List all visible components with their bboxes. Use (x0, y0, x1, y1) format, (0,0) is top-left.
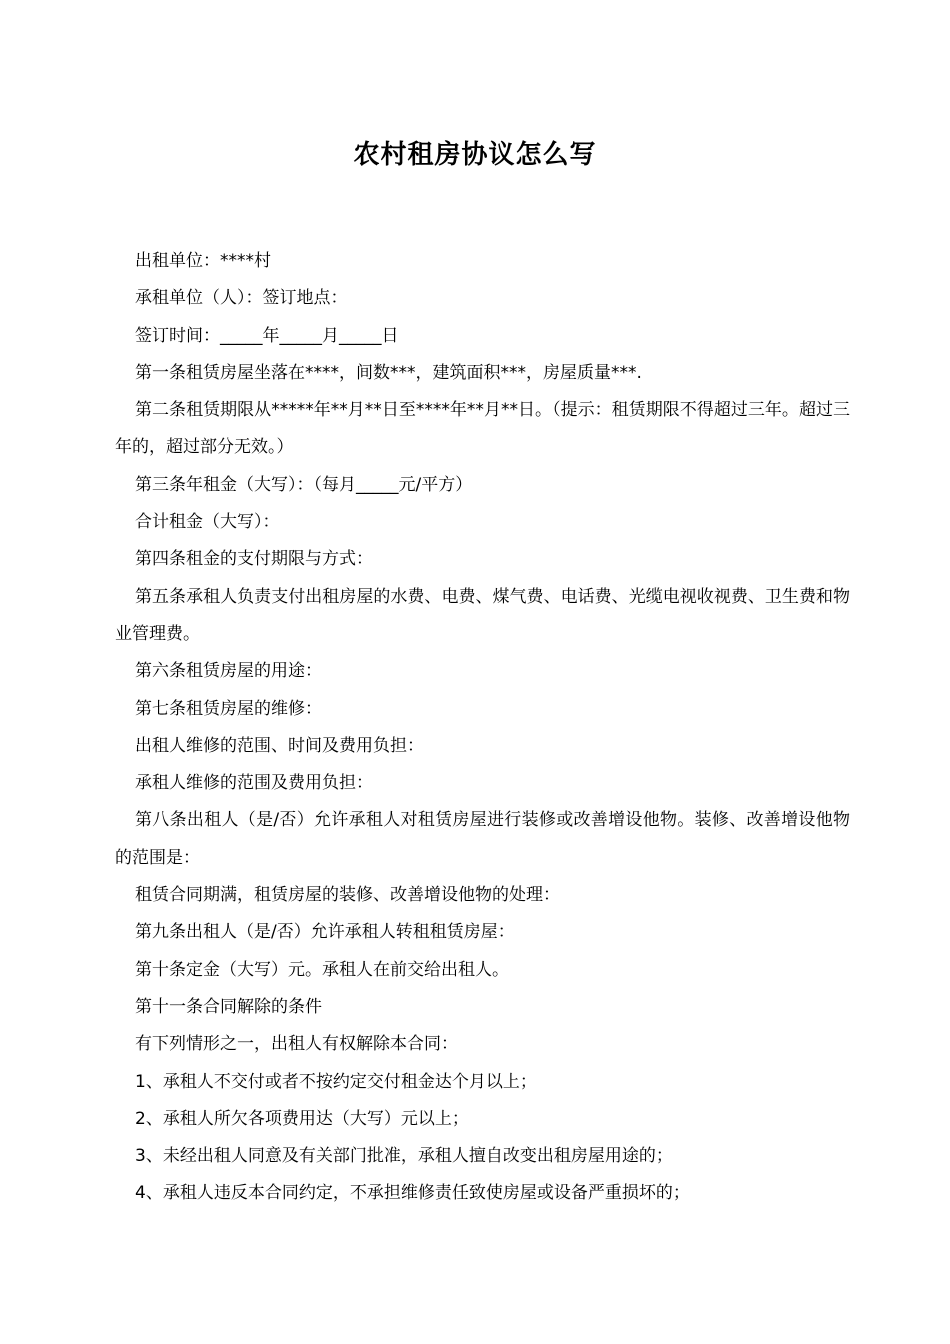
paragraph-sign-date: 签订时间：_____年_____月_____日 (135, 325, 399, 346)
paragraph-article-7: 第七条租赁房屋的维修： (135, 698, 322, 719)
paragraph-article-9: 第九条出租人（是/否）允许承租人转租租赁房屋： (135, 922, 515, 943)
paragraph-article-6: 第六条租赁房屋的用途： (135, 661, 322, 682)
paragraph-lessee-repair: 承租人维修的范围及费用负担： (135, 773, 373, 794)
paragraph-lessor-repair: 出租人维修的范围、时间及费用负担： (135, 735, 424, 756)
paragraph-lessor: 出租单位：****村 (135, 251, 271, 271)
list-item-3: 3、未经出租人同意及有关部门批准，承租人擅自改变出租房屋用途的； (135, 1146, 673, 1167)
list-item-2: 2、承租人所欠各项费用达（大写）元以上； (135, 1108, 469, 1129)
paragraph-article-2: 第二条租赁期限从*****年**月**日至****年**月**日。（提示：租赁期限不得超过三年。超过三年的，超过部分无效。） (115, 400, 850, 458)
paragraph-lessee: 承租单位（人）：签订地点： (135, 288, 348, 309)
list-item-1: 1、承租人不交付或者不按约定交付租金达个月以上； (135, 1071, 537, 1092)
list-item-4: 4、承租人违反本合同约定，不承担维修责任致使房屋或设备严重损坏的； (135, 1183, 690, 1204)
paragraph-termination-intro: 有下列情形之一，出租人有权解除本合同： (135, 1034, 458, 1055)
document-body (115, 243, 850, 1213)
document-title: 农村租房协议怎么写 (353, 140, 597, 170)
paragraph-article-10: 第十条定金（大写）元。承租人在前交给出租人。 (135, 959, 509, 980)
paragraph-article-1: 第一条租赁房屋坐落在****，间数***，建筑面积***，房屋质量***. (135, 362, 642, 383)
paragraph-total-rent: 合计租金（大写）： (135, 512, 280, 533)
paragraph-expiry-handling: 租赁合同期满，租赁房屋的装修、改善增设他物的处理： (135, 885, 560, 906)
paragraph-article-4: 第四条租金的支付期限与方式： (135, 549, 373, 570)
paragraph-article-11: 第十一条合同解除的条件 (135, 996, 322, 1017)
paragraph-article-5: 第五条承租人负责支付出租房屋的水费、电费、煤气费、电话费、光缆电视收视费、卫生费和物业管理费。 (115, 586, 850, 644)
paragraph-article-3: 第三条年租金（大写）：（每月_____元/平方） (135, 474, 473, 495)
paragraph-article-8: 第八条出租人（是/否）允许承租人对租赁房屋进行装修或改善增设他物。装修、改善增设他物的范围是： (115, 810, 850, 868)
